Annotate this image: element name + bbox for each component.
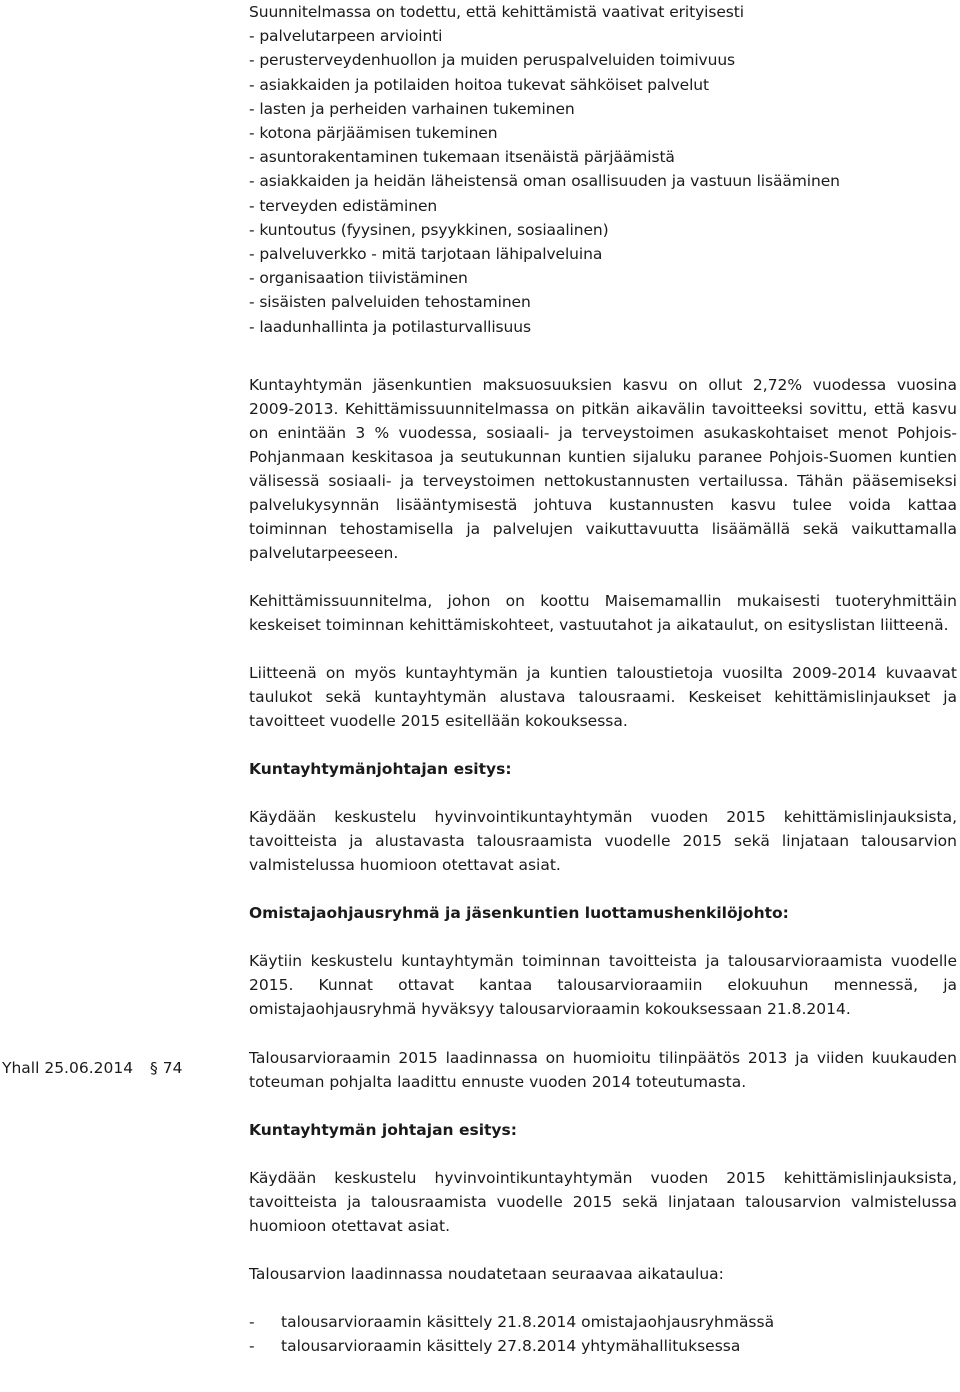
- paragraph-growth: Kuntayhtymän jäsenkuntien maksuosuuksien kasvu on ollut 2,72% vuodessa vuosina 2009-2013. Kehittämissuunnitelmassa on pitkän aikavälin tavoitteeksi sovittu, että kasvu on enintään 3 % vuodessa, sosiaali- ja terveystoimen asukaskohtaiset menot Pohjois-Pohjanmaan keskitasoa ja seutukunnan kuntien sijaluku paranee Pohjois-Suomen kuntien välisessä sosiaali- ja terveystoimen nettokustannusten vertailussa. Tähän pääsemiseksi palvelukysynnän lisääntymisestä johtuva kustannusten kasvu tulee voida kattaa toiminnan tehostamisella ja palvelujen vaikuttavuutta lisäämällä sekä vaikuttamalla palvelutarpeeseen.: [249, 375, 957, 562]
- list-item: - kotona pärjäämisen tukeminen: [249, 124, 498, 143]
- paragraph-schedule-intro: Talousarvion laadinnassa noudatetaan seuraavaa aikataulua:: [249, 1264, 724, 1283]
- list-item: - asiakkaiden ja heidän läheistensä oman osallisuuden ja vastuun lisääminen: [249, 172, 840, 191]
- paragraph-proposal-1: Käydään keskustelu hyvinvointikuntayhtymän vuoden 2015 kehittämislinjauksista, tavoitteista ja alustavasta talousraamista vuodelle 2015 sekä linjataan talousarvion valmistelussa huomioon otettavat asiat.: [249, 807, 957, 874]
- meeting-reference: [2, 1056, 182, 1080]
- list-item: - terveyden edistäminen: [249, 196, 438, 215]
- heading-owner-group: Omistajaohjausryhmä ja jäsenkuntien luottamushenkilöjohto:: [249, 903, 789, 922]
- schedule-list: [249, 1310, 957, 1358]
- heading-proposal-2: Kuntayhtymän johtajan esitys:: [249, 1120, 517, 1139]
- list-item: - asiakkaiden ja potilaiden hoitoa tukevat sähköiset palvelut: [249, 75, 710, 94]
- list-item: - laadunhallinta ja potilasturvallisuus: [249, 317, 531, 336]
- schedule-item: [249, 1310, 957, 1334]
- paragraph-proposal-2: Käydään keskustelu hyvinvointikuntayhtymän vuoden 2015 kehittämislinjauksista, tavoitteista ja talousraamista vuodelle 2015 sekä linjataan talousarvion valmistelussa huomioon otettavat asiat.: [249, 1168, 957, 1235]
- list-item: - lasten ja perheiden varhainen tukeminen: [249, 99, 575, 118]
- list-item: - sisäisten palveluiden tehostaminen: [249, 293, 531, 312]
- schedule-text: talousarvioraamin käsittely 21.8.2014 omistajaohjausryhmässä: [281, 1312, 775, 1331]
- schedule-dash: -: [249, 1312, 255, 1331]
- list-item: - kuntoutus (fyysinen, psyykkinen, sosiaalinen): [249, 220, 609, 239]
- list-item: - organisaation tiivistäminen: [249, 269, 468, 288]
- section-sign: §: [150, 1059, 158, 1077]
- paragraph-owner-group: Käytiin keskustelu kuntayhtymän toiminnan tavoitteista ja talousarvioraamista vuodelle 2015. Kunnat ottavat kantaa talousarvioraamiin elokuuhun mennessä, ja omistajaohjausryhmä hyväksyy talousarvioraamin kokouksessaan 21.8.2014.: [249, 951, 957, 1018]
- paragraph-plan: Kehittämissuunnitelma, johon on koottu Maisemamallin mukaisesti tuoteryhmittäin keskeiset toiminnan kehittämiskohteet, vastuutahot ja aikataulut, on esityslistan liitteenä.: [249, 591, 957, 634]
- meeting-date: Yhall 25.06.2014: [2, 1059, 134, 1077]
- schedule-dash: -: [249, 1336, 255, 1355]
- list-item: - palvelutarpeen arviointi: [249, 27, 443, 46]
- heading-proposal-1: Kuntayhtymänjohtajan esitys:: [249, 759, 512, 778]
- paragraph-attachment: Liitteenä on myös kuntayhtymän ja kuntien taloustietoja vuosilta 2009-2014 kuvaavat taulukot sekä kuntayhtymän alustava talousraami. Keskeiset kehittämislinjaukset ja tavoitteet vuodelle 2015 esitellään kokouksessa.: [249, 663, 957, 730]
- paragraph-budget: Talousarvioraamin 2015 laadinnassa on huomioitu tilinpäätös 2013 ja viiden kuukauden toteuman pohjalta laadittu ennuste vuoden 2014 toteutumasta.: [249, 1048, 957, 1091]
- document-body: [249, 0, 957, 1358]
- development-list: [249, 0, 957, 339]
- list-item: - perusterveydenhuollon ja muiden peruspalveluiden toimivuus: [249, 51, 736, 70]
- list-item: - asuntorakentaminen tukemaan itsenäistä pärjäämistä: [249, 148, 675, 167]
- list-item: - palveluverkko - mitä tarjotaan lähipalveluina: [249, 245, 603, 264]
- schedule-text: talousarvioraamin käsittely 27.8.2014 yhtymähallituksessa: [281, 1336, 741, 1355]
- list-intro: Suunnitelmassa on todettu, että kehittämistä vaativat erityisesti: [249, 3, 744, 21]
- schedule-item: [249, 1334, 957, 1358]
- section-number: 74: [162, 1059, 183, 1077]
